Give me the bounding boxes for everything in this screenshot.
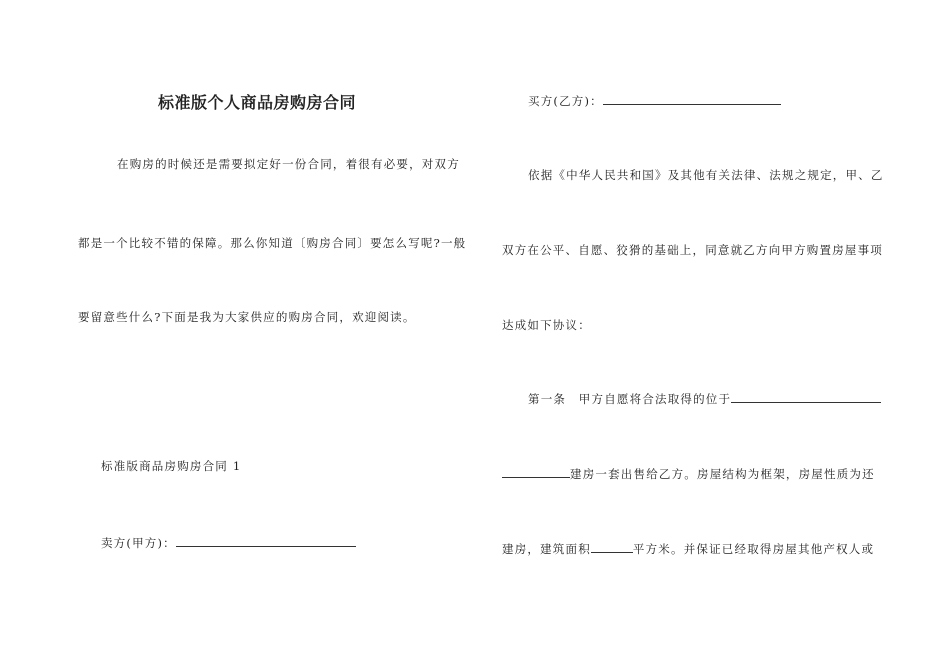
preamble-line-1: 依据《中华人民共和国》及其他有关法律、法规之规定，甲、乙 xyxy=(528,168,884,182)
preamble-line-2: 双方在公平、自愿、狡猾的基础上，同意就乙方向甲方购置房屋事项 xyxy=(502,243,883,257)
article1-line-2 xyxy=(502,466,875,482)
article1-text-1: 第一条 甲方自愿将合法取得的位于 xyxy=(528,392,732,406)
buyer-blank xyxy=(603,94,781,105)
right-page xyxy=(475,0,950,672)
article1-text-2: 建房一套出售给乙方。房屋结构为框架，房屋性质为还 xyxy=(570,467,875,481)
article1-text-3b: 平方米。并保证已经取得房屋其他产权人或 xyxy=(632,542,875,556)
intro-line-3: 要留意些什么?下面是我为大家供应的购房合同，欢迎阅读。 xyxy=(78,310,416,324)
location-blank xyxy=(731,392,881,403)
intro-line-1: 在购房的时候还是需要拟定好一份合同，着很有必要，对双方 xyxy=(117,157,460,171)
area-blank xyxy=(591,542,633,553)
document-title: 标准版个人商品房购房合同 xyxy=(158,93,357,112)
seller-blank xyxy=(176,536,356,547)
seller-label: 卖方(甲方)： xyxy=(101,536,176,550)
article1-line-3 xyxy=(502,541,874,557)
section-heading: 标准版商品房购房合同 1 xyxy=(101,459,242,473)
intro-line-2: 都是一个比较不错的保障。那么你知道〔购房合同〕要怎么写呢?一般 xyxy=(78,236,467,250)
buyer-label: 买方(乙方)： xyxy=(528,94,603,108)
buyer-field xyxy=(528,93,781,109)
seller-field xyxy=(101,535,356,551)
building-blank xyxy=(502,467,570,478)
preamble-line-3: 达成如下协议： xyxy=(502,318,591,332)
article1-line-1 xyxy=(528,391,881,407)
article1-text-3a: 建房，建筑面积 xyxy=(502,542,591,556)
